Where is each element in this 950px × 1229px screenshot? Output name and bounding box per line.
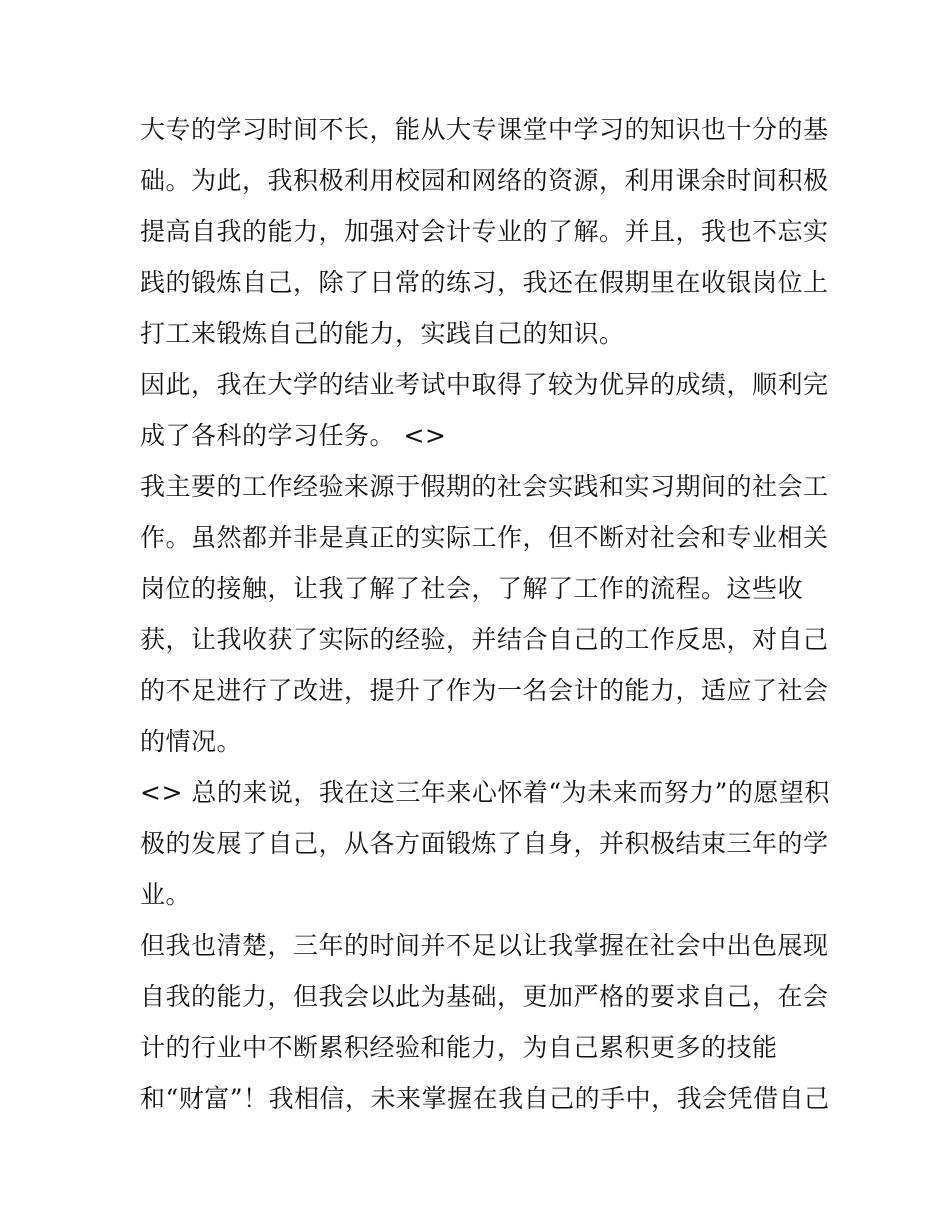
- text-line: 础。为此，我积极利用校园和网络的资源，利用课余时间积极: [140, 166, 829, 195]
- text-line: 和“财富”！我相信，未来掌握在我自己的手中，我会凭借自己: [140, 1084, 830, 1113]
- text-line: 的不足进行了改进，提升了作为一名会计的能力，适应了社会: [140, 676, 829, 705]
- text-line: 践的锻炼自己，除了日常的练习，我还在假期里在收银岗位上: [140, 268, 829, 297]
- text-line: 获，让我收获了实际的经验，并结合自己的工作反思，对自己: [140, 625, 829, 654]
- text-line: 极的发展了自己，从各方面锻炼了自身，并积极结束三年的学: [140, 829, 829, 858]
- text-line: 但我也清楚，三年的时间并不足以让我掌握在社会中出色展现: [140, 931, 829, 960]
- text-line: 计的行业中不断累积经验和能力，为自己累积更多的技能: [140, 1033, 778, 1062]
- text-line: 大专的学习时间不长，能从大专课堂中学习的知识也十分的基: [140, 115, 829, 144]
- text-line: 成了各科的学习任务。 <>: [140, 421, 447, 450]
- text-line: 业。: [140, 880, 192, 909]
- text-line: 自我的能力，但我会以此为基础，更加严格的要求自己，在会: [140, 982, 829, 1011]
- text-line: 岗位的接触，让我了解了社会，了解了工作的流程。这些收: [140, 574, 804, 603]
- text-line: 提高自我的能力，加强对会计专业的了解。并且，我也不忘实: [140, 217, 829, 246]
- text-line: 打工来锻炼自己的能力，实践自己的知识。: [140, 319, 625, 348]
- text-line: 我主要的工作经验来源于假期的社会实践和实习期间的社会工: [140, 472, 829, 501]
- text-line: 作。虽然都并非是真正的实际工作，但不断对社会和专业相关: [140, 523, 829, 552]
- text-line: <> 总的来说，我在这三年来心怀着“为未来而努力”的愿望积: [140, 778, 830, 807]
- text-line: 的情况。: [140, 727, 243, 756]
- text-line: 因此，我在大学的结业考试中取得了较为优异的成绩，顺利完: [140, 370, 829, 399]
